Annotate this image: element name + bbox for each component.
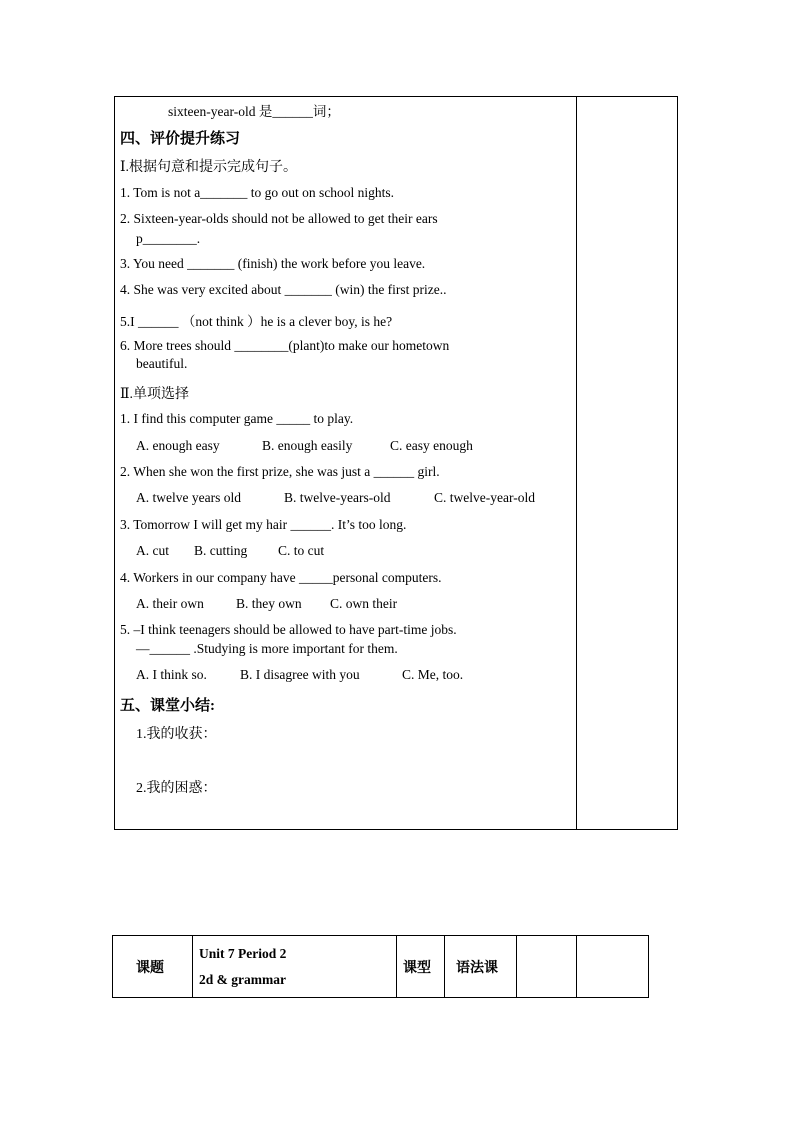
mc-question-3: 3. Tomorrow I will get my hair ______. It’s too long. (120, 517, 407, 532)
info-table-col-0 (112, 935, 113, 998)
top-fragment: sixteen-year-old 是______词； (168, 104, 340, 119)
fill-item-6-cont: beautiful. (136, 356, 188, 371)
fill-item-4: 4. She was very excited about _______ (win) the first prize.. (120, 282, 447, 297)
fill-item-5: 5.I ______ （not think ）he is a clever boy, is he? (120, 314, 393, 329)
fill-item-3: 3. You need _______ (finish) the work before you leave. (120, 256, 426, 271)
mc-3-option-c: C. to cut (278, 543, 325, 558)
mc-question-1: 1. I find this computer game _____ to play. (120, 411, 354, 426)
mc-question-5-reply: —______ .Studying is more important for them. (136, 641, 398, 656)
fill-item-2: 2. Sixteen-year-olds should not be allowed to get their ears (120, 211, 438, 226)
main-table-left-border (114, 96, 115, 830)
section5-title: 五、课堂小结: (120, 698, 215, 714)
mc-4-option-b: B. they own (236, 596, 302, 611)
main-table-top-border (114, 96, 678, 97)
mc-question-5: 5. –I think teenagers should be allowed to have part-time jobs. (120, 622, 457, 637)
fill-item-2-cont: p________. (136, 231, 201, 246)
mc-question-4: 4. Workers in our company have _____personal computers. (120, 570, 442, 585)
mc-2-option-a: A. twelve years old (136, 490, 241, 505)
mc-1-option-c: C. easy enough (390, 438, 473, 453)
mc-question-2: 2. When she won the first prize, she was just a ______ girl. (120, 464, 440, 479)
mc-3-option-a: A. cut (136, 543, 169, 558)
info-table-col-4 (516, 935, 517, 998)
mc-5-option-a: A. I think so. (136, 667, 207, 682)
info-type-value: 语法课 (456, 961, 498, 976)
section4-title: 四、评价提升练习 (120, 131, 241, 147)
mc-4-option-a: A. their own (136, 596, 204, 611)
fill-item-6: 6. More trees should ________(plant)to make our hometown (120, 338, 450, 353)
info-label-type: 课型 (403, 961, 431, 976)
info-table-col-2 (396, 935, 397, 998)
mc-1-option-a: A. enough easy (136, 438, 220, 453)
info-label-topic: 课题 (136, 961, 164, 976)
mc-1-option-b: B. enough easily (262, 438, 353, 453)
summary-gain: 1.我的收获： (136, 727, 217, 742)
info-table-col-5 (576, 935, 577, 998)
main-table-divider (576, 96, 577, 830)
fill-item-1: 1. Tom is not a_______ to go out on school nights. (120, 185, 395, 200)
mc-3-option-b: B. cutting (194, 543, 248, 558)
main-table-bottom-border (114, 829, 678, 830)
mc-4-option-c: C. own their (330, 596, 398, 611)
mc-5-option-c: C. Me, too. (402, 667, 464, 682)
mc-2-option-c: C. twelve-year-old (434, 490, 535, 505)
main-table-right-border (677, 96, 678, 830)
part2-title: Ⅱ.单项选择 (120, 387, 190, 402)
part1-title: Ⅰ.根据句意和提示完成句子。 (120, 160, 298, 175)
mc-2-option-b: B. twelve-years-old (284, 490, 391, 505)
mc-5-option-b: B. I disagree with you (240, 667, 360, 682)
info-table-col-3 (444, 935, 445, 998)
info-topic-line2: 2d & grammar (199, 972, 286, 987)
summary-confusion: 2.我的困惑： (136, 781, 217, 796)
info-topic-line1: Unit 7 Period 2 (199, 946, 287, 961)
info-table-col-1 (192, 935, 193, 998)
info-table-col-6 (648, 935, 649, 998)
